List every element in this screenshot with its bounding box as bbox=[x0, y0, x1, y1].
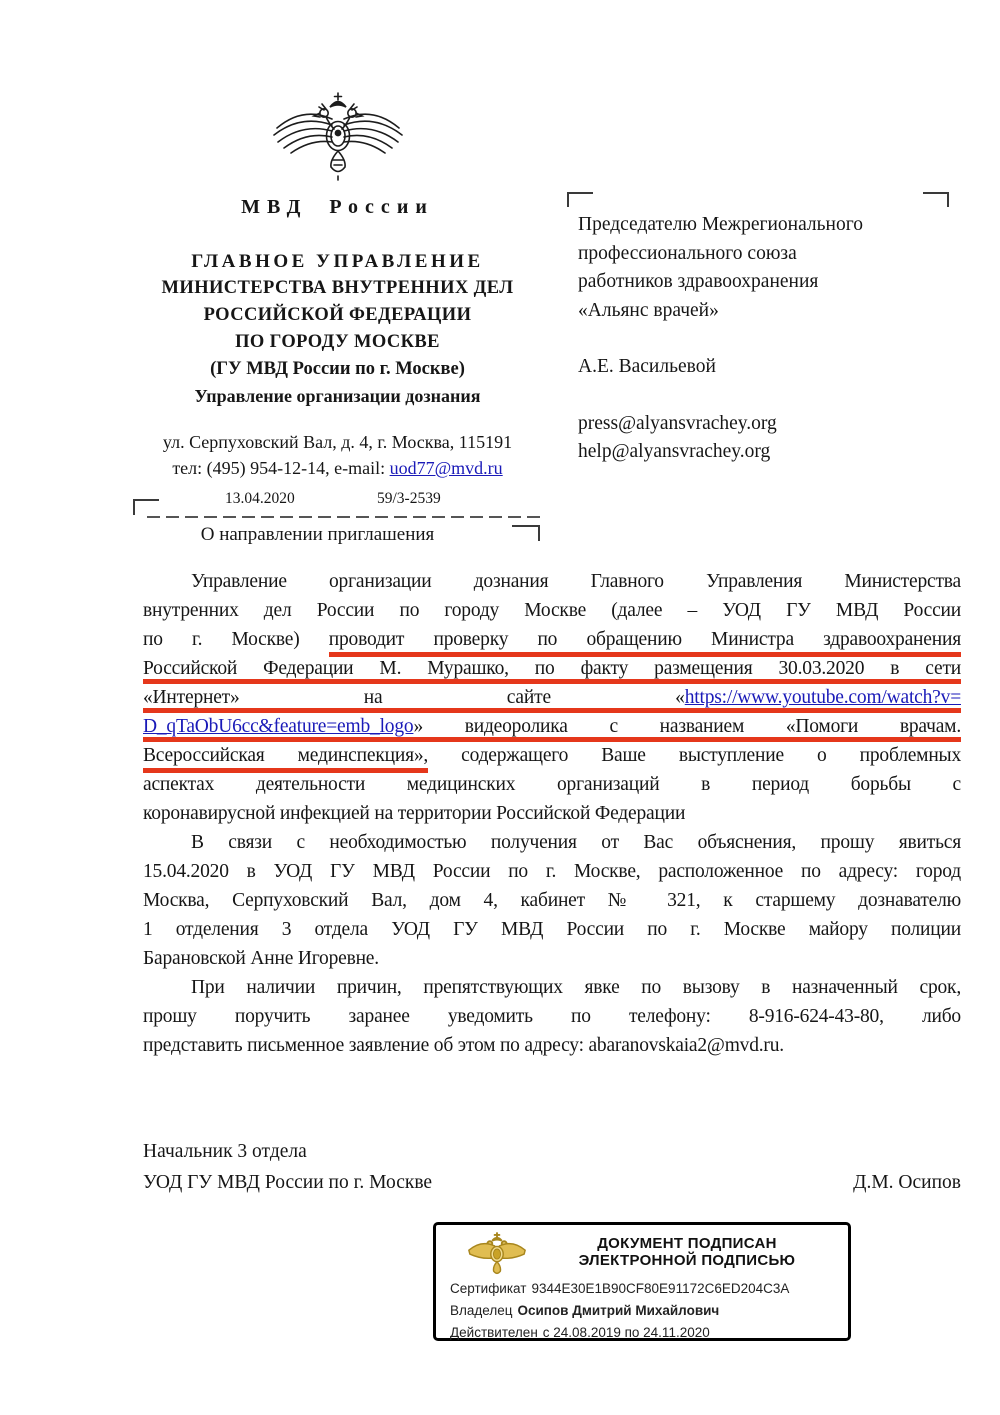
signature-block bbox=[143, 1136, 961, 1198]
body-line bbox=[143, 683, 961, 712]
org-email-link[interactable]: uod77@mvd.ru bbox=[389, 458, 503, 478]
text-segment: Управление организации дознания Главного Управления Министерства bbox=[191, 571, 961, 592]
body-line bbox=[143, 915, 961, 944]
letter-date: 13.04.2020 bbox=[225, 490, 295, 507]
certificate-value: 9344E30E1B90CF80E91172C6ED204C3A bbox=[531, 1281, 790, 1296]
corner-mark bbox=[133, 499, 159, 515]
validity-value: с 24.08.2019 по 24.11.2020 bbox=[542, 1325, 710, 1340]
corner-mark bbox=[923, 192, 949, 207]
red-underlined-text: проводит проверку по обращению Министра здравоохранения bbox=[329, 629, 961, 657]
e-signature-stamp bbox=[433, 1222, 851, 1341]
signer-name: Д.М. Осипов bbox=[853, 1172, 961, 1193]
text-segment: В связи с необходимостью получения от Вас объяснения, прошу явиться bbox=[191, 832, 961, 853]
letter-subject: О направлении приглашения bbox=[200, 524, 435, 545]
body-line bbox=[143, 741, 961, 770]
signer-position-line2: УОД ГУ МВД России по г. Москве bbox=[143, 1172, 433, 1193]
recipient-email: help@alyansvrachey.org bbox=[578, 441, 771, 462]
reference-divider bbox=[147, 516, 543, 518]
text-segment: коронавирусной инфекцией на территории Российской Федерации bbox=[143, 803, 686, 824]
body-line bbox=[143, 857, 961, 886]
body-line bbox=[143, 944, 961, 973]
org-name-line: ПО ГОРОДУ МОСКВЕ bbox=[235, 332, 440, 352]
letter-number: 59/3-2539 bbox=[377, 490, 441, 507]
body-line bbox=[143, 596, 961, 625]
mvd-eagle-emblem-icon bbox=[130, 90, 545, 182]
contacts-prefix: тел: (495) 954-12-14, e-mail: bbox=[172, 458, 390, 478]
text-segment: Барановской Анне Игоревне. bbox=[143, 948, 379, 969]
owner-label: Владелец bbox=[450, 1303, 513, 1318]
stamp-title-line1: ДОКУМЕНТ ПОДПИСАН bbox=[597, 1235, 777, 1252]
body-line bbox=[143, 1031, 961, 1060]
text-segment: При наличии причин, препятствующих явке по вызову в назначенный срок, bbox=[191, 977, 961, 998]
org-address: ул. Серпуховский Вал, д. 4, г. Москва, 115191 bbox=[162, 432, 513, 452]
letterhead bbox=[130, 90, 545, 546]
stamp-title-line2: ЭЛЕКТРОННОЙ ПОДПИСЬЮ bbox=[578, 1252, 796, 1269]
recipient-name: А.Е. Васильевой bbox=[578, 356, 716, 377]
recipient-block bbox=[578, 211, 950, 467]
text-segment: Москва, Серпуховский Вал, дом 4, кабинет № 321, к старшему дознавателю bbox=[143, 890, 961, 911]
org-name-line: ГЛАВНОЕ УПРАВЛЕНИЕ bbox=[191, 251, 484, 272]
body-line bbox=[143, 567, 961, 596]
text-segment: «Интернет» на сайте « bbox=[143, 687, 685, 708]
certificate-label: Сертификат bbox=[450, 1281, 527, 1296]
recipient-line: работников здравоохранения bbox=[578, 271, 819, 292]
corner-mark bbox=[567, 192, 593, 207]
validity-label: Действителен bbox=[450, 1325, 538, 1340]
text-segment: Российской Федерации М. Мурашко, по факту размещения 30.03.2020 в сети bbox=[143, 658, 961, 679]
text-segment: содержащего Ваше выступление о проблемных bbox=[428, 745, 962, 766]
text-segment: по г. Москве) bbox=[143, 629, 329, 650]
recipient-email: press@alyansvrachey.org bbox=[578, 412, 777, 434]
body-line bbox=[143, 886, 961, 915]
text-segment: прошу поручить заранее уведомить по телефону: 8-916-624-43-80, либо bbox=[143, 1006, 961, 1027]
text-segment: » видеоролика с названием «Помоги врачам. bbox=[413, 716, 961, 737]
stamp-owner-row bbox=[450, 1300, 848, 1322]
stamp-validity-row bbox=[450, 1322, 848, 1344]
org-contacts bbox=[130, 455, 545, 481]
stamp-title bbox=[536, 1235, 838, 1269]
org-name-abbrev: (ГУ МВД России по г. Москве) bbox=[210, 359, 465, 379]
signer-position-line1: Начальник 3 отдела bbox=[143, 1141, 307, 1162]
corner-mark bbox=[512, 525, 540, 541]
body-line bbox=[143, 973, 961, 1002]
org-name-line: МИНИСТЕРСТВА ВНУТРЕННИХ ДЕЛ bbox=[161, 278, 514, 298]
text-segment: представить письменное заявление об этом по адресу: abaranovskaia2@mvd.ru. bbox=[143, 1035, 784, 1056]
mvd-gold-emblem-icon bbox=[466, 1230, 528, 1285]
body-line bbox=[143, 799, 961, 828]
youtube-hyperlink[interactable]: https://www.youtube.com/watch?v= bbox=[684, 687, 961, 708]
youtube-hyperlink[interactable]: D_qTaObU6cc&feature=emb_logo bbox=[143, 716, 414, 737]
text-segment: 15.04.2020 в УОД ГУ МВД России по г. Москве, расположенное по адресу: город bbox=[143, 861, 961, 882]
body-line bbox=[143, 1002, 961, 1031]
org-name-short: МВД России bbox=[241, 196, 434, 218]
recipient-line: профессионального союза bbox=[578, 242, 797, 264]
owner-value: Осипов Дмитрий Михайлович bbox=[517, 1303, 720, 1318]
body-line bbox=[143, 654, 961, 683]
recipient-line: «Альянс врачей» bbox=[578, 299, 719, 321]
text-segment: аспектах деятельности медицинских организаций в период борьбы с bbox=[143, 774, 961, 795]
recipient-line: Председателю Межрегионального bbox=[578, 214, 863, 235]
body-line bbox=[143, 770, 961, 799]
red-underlined-text: Всероссийская мединспекция», bbox=[143, 745, 428, 773]
org-department: Управление организации дознания bbox=[194, 386, 481, 406]
body-line bbox=[143, 828, 961, 857]
body-line bbox=[143, 625, 961, 654]
body-line bbox=[143, 712, 961, 741]
org-name-line: РОССИЙСКОЙ ФЕДЕРАЦИИ bbox=[203, 305, 472, 325]
body-text bbox=[143, 567, 961, 1060]
text-segment: внутренних дел России по городу Москве (далее – УОД ГУ МВД России bbox=[143, 600, 961, 621]
text-segment: 1 отделения 3 отдела УОД ГУ МВД России по г. Москве майору полиции bbox=[143, 919, 961, 940]
